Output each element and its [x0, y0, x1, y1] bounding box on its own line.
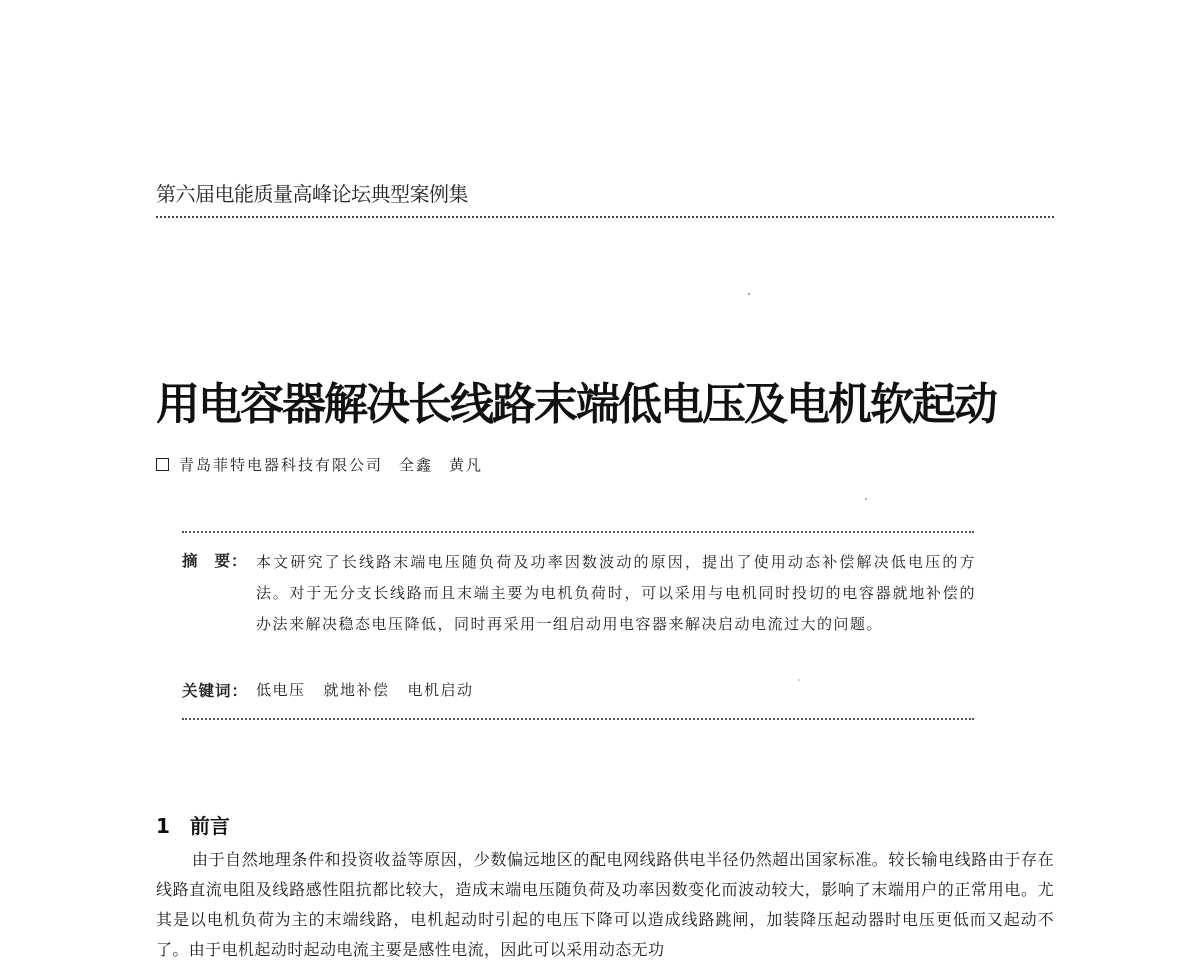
square-bullet-icon: [156, 458, 169, 471]
header-divider: [156, 216, 1054, 218]
author-name: 全鑫: [399, 456, 434, 474]
abstract-text: 本文研究了长线路末端电压随负荷及功率因数波动的原因，提出了使用动态补偿解决低电压的方法。对于无分支长线路而且末端主要为电机负荷时，可以采用与电机同时投切的电容器就地补偿的办法来解决稳态电压降低，同时再采用一组启动用电容器来解决启动电流过大的问题。: [256, 553, 976, 633]
abstract-divider-top: [182, 531, 974, 533]
author-line: [156, 454, 483, 475]
keyword: 就地补偿: [323, 681, 390, 699]
article-title: 用电容器解决长线路末端低电压及电机软起动: [156, 379, 996, 430]
body-paragraph: 由于自然地理条件和投资收益等原因，少数偏远地区的配电网线路供电半径仍然超出国家标准。较长输电线路由于存在线路直流电阻及线路感性阻抗都比较大，造成末端电压随负荷及功率因数变化而波动较大，影响了末端用户的正常用电。尤其是以电机负荷为主的末端线路，电机起动时引起的电压下降可以造成线路跳闸，加装降压起动器时电压更低而又起动不了。由于电机起动时起动电流主要是感性电流，因此可以采用动态无功: [156, 850, 1054, 959]
abstract-divider-bottom: [182, 718, 974, 720]
keyword: 电机启动: [407, 681, 474, 699]
author-name: 黄凡: [449, 456, 484, 474]
abstract-label: 摘 要：: [182, 552, 248, 570]
section-number: 1: [156, 814, 170, 838]
running-header: 第六届电能质量高峰论坛典型案例集: [156, 182, 468, 206]
keywords-list: [256, 679, 492, 700]
keywords-label: 关键词：: [182, 682, 249, 700]
keywords-row: [182, 674, 974, 705]
section-heading: [156, 810, 230, 839]
section-title: 前言: [189, 814, 230, 838]
keyword: 低电压: [256, 681, 306, 699]
affiliation: 青岛菲特电器科技有限公司: [179, 456, 384, 474]
